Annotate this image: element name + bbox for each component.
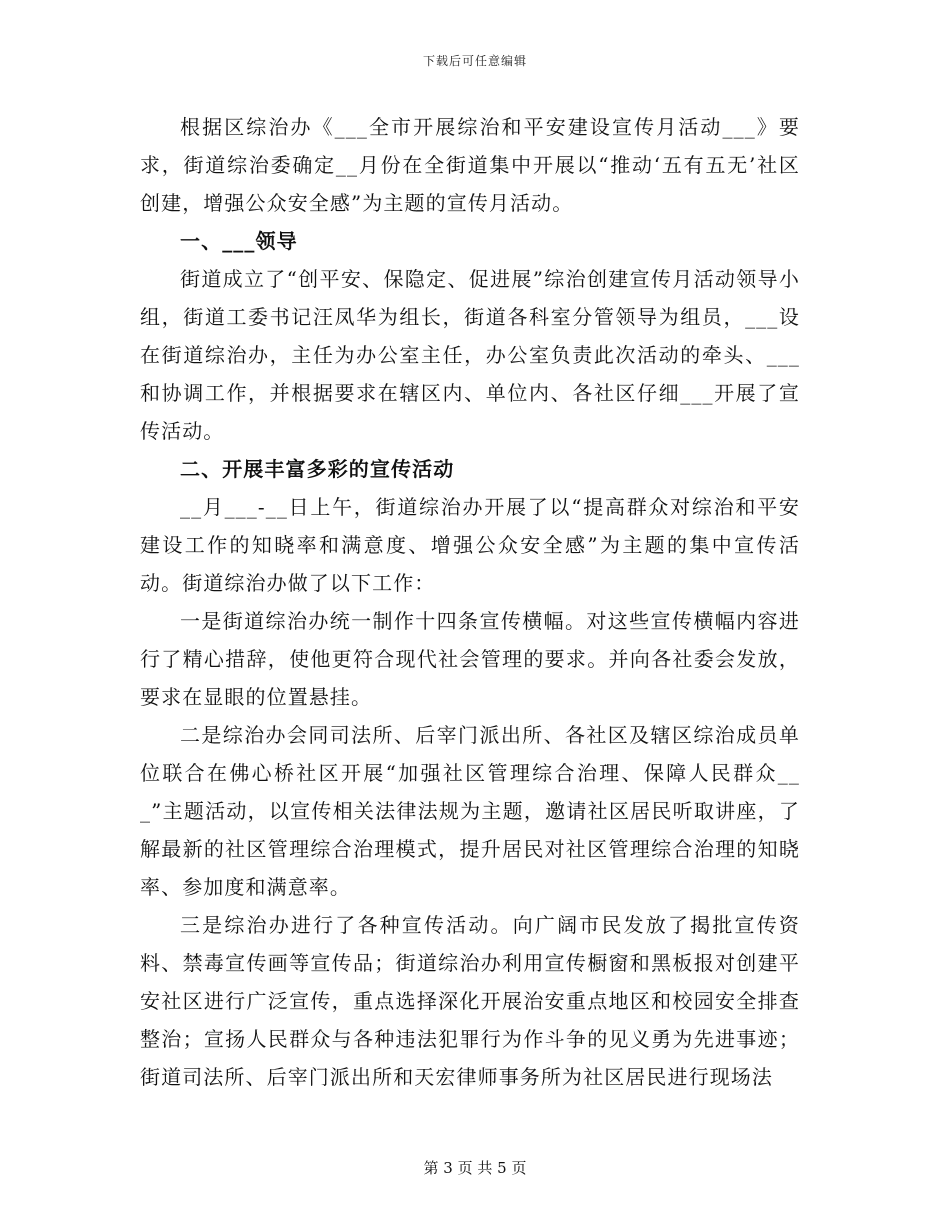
paragraph-item-three: 三是综治办进行了各种宣传活动。向广阔市民发放了揭批宣传资料、禁毒宣传画等宣传品；街道综治办利用宣传橱窗和黑板报对创建平安社区进行广泛宣传，重点选择深化开展治安重点地区和校园安全排查整治；宣扬人民群众与各种违法犯罪行为作斗争的见义勇为先进事迹；街道司法所、后宰门派出所和天宏律师事务所为社区居民进行现场法 bbox=[140, 913, 800, 1089]
document-body bbox=[140, 108, 800, 1096]
paragraph-activities-intro: __月___-__日上午，街道综治办开展了以“提高群众对综治和平安建设工作的知晓率和满意度、增强公众安全感”为主题的集中宣传活动。街道综治办做了以下工作： bbox=[140, 495, 800, 595]
section-heading-leadership: 一、___领导 bbox=[180, 229, 298, 253]
paragraph-item-one: 一是街道综治办统一制作十四条宣传横幅。对这些宣传横幅内容进行了精心措辞，使他更符合现代社会管理的要求。并向各社委会发放，要求在显眼的位置悬挂。 bbox=[140, 609, 800, 709]
paragraph-intro: 根据区综治办《___全市开展综治和平安建设宣传月活动___》要求，街道综治委确定__月份在全街道集中开展以“推动‘五有五无’社区创建，增强公众安全感”为主题的宣传月活动。 bbox=[140, 115, 800, 215]
paragraph-leadership: 街道成立了“创平安、保隐定、促进展”综治创建宣传月活动领导小组，街道工委书记汪凤华为组长，街道各科室分管领导为组员，___设在街道综治办，主任为办公室主任，办公室负责此次活动的牵头、___和协调工作，并根据要求在辖区内、单位内、各社区仔细___开展了宣传活动。 bbox=[140, 267, 800, 443]
paragraph-item-two: 二是综治办会同司法所、后宰门派出所、各社区及辖区综治成员单位联合在佛心桥社区开展“加强社区管理综合治理、保障人民群众___”主题活动，以宣传相关法律法规为主题，邀请社区居民听取讲座，了解最新的社区管理综合治理模式，提升居民对社区管理综合治理的知晓率、参加度和满意率。 bbox=[140, 723, 800, 899]
page-number: 第 3 页 共 5 页 bbox=[423, 1159, 527, 1177]
section-heading-activities: 二、开展丰富多彩的宣传活动 bbox=[180, 457, 455, 481]
page-header-note: 下载后可任意编辑 bbox=[422, 54, 527, 68]
